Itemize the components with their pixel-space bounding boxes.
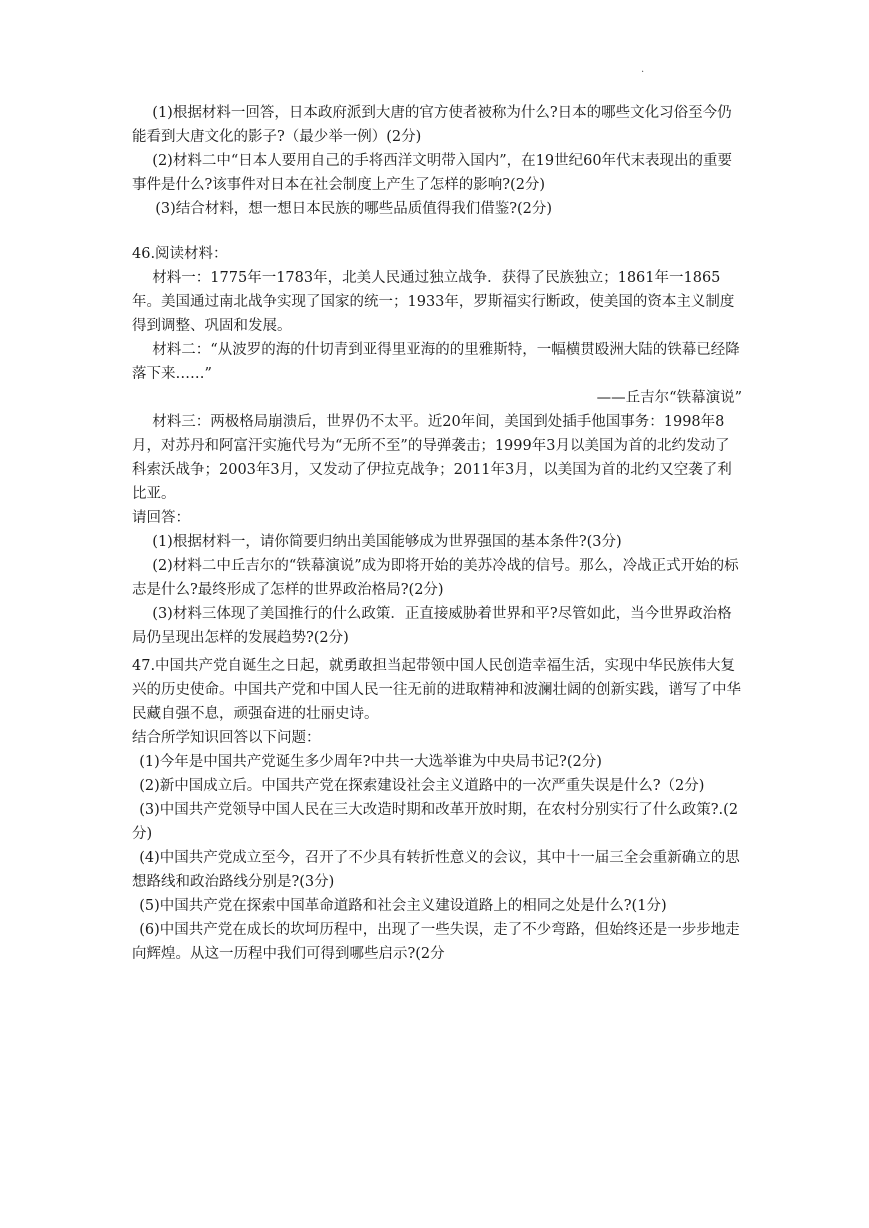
q47-question-6: (6)中国共产党在成长的坎坷历程中，出现了一些失误，走了不少弯路，但始终还是一步步地走向辉煌。从这一历程中我们可得到哪些启示?(2分 [132, 922, 740, 962]
q46-question-1: (1)根据材料一，请你简要归纳出美国能够成为世界强国的基本条件?(3分) [152, 534, 622, 550]
q45-part-2: (2)材料二中“日本人要用自己的手将西洋文明带入国内”，在19世纪60年代末表现出的重要事件是什么?该事件对日本在社会制度上产生了怎样的影响?(2分) [132, 153, 733, 193]
q47-question-3: (3)中国共产党领导中国人民在三大改造时期和改革开放时期，在农村分别实行了什么政策?.(2分) [132, 802, 739, 842]
q47-question-2: (2)新中国成立后。中国共产党在探索建设社会主义道路中的一次严重失误是什么?（2分) [139, 778, 705, 794]
q45-part-1: (1)根据材料一回答，日本政府派到大唐的官方使者被称为什么?日本的哪些文化习俗至今仍能看到大唐文化的影子?（最少举一例）(2分) [132, 105, 732, 145]
q46-heading: 46.阅读材料： [132, 246, 228, 262]
q46-question-3: (3)材料三体现了美国推行的什么政策．正直接威胁着世界和平?尽管如此，当今世界政治格局仍呈现出怎样的发展趋势?(2分) [132, 606, 732, 646]
question-46 [132, 242, 742, 650]
q47-intro: 47.中国共产党自诞生之日起，就勇敢担当起带领中国人民创造幸福生活，实现中华民族伟大复兴的历史使命。中国共产党和中国人民一往无前的进取精神和波澜壮阔的创新实践，谱写了中华民藏自强不息，顽强奋进的壮丽史诗。 [132, 658, 741, 722]
header-mark: . [641, 64, 645, 75]
question-45-parts [132, 101, 742, 221]
q46-material-2-source: ——丘吉尔“铁幕演说” [596, 390, 742, 406]
q46-material-2: 材料二：“从波罗的海的什切青到亚得里亚海的的里雅斯特，一幅横贯殴洲大陆的铁幕已经降落下来……” [132, 342, 740, 382]
q46-material-3: 材料三：两极格局崩溃后，世界仍不太平。近20年间，美国到处插手他国事务：1998年8月，对苏丹和阿富汗实施代号为“无所不至”的导弹袭击；1999年3月以美国为首的北约发动了科索沃战争；2003年3月，又发动了伊拉克战争；2011年3月，以美国为首的北约又空袭了利比亚。 [132, 414, 732, 502]
q47-question-1: (1)今年是中国共产党诞生多少周年?中共一大选举谁为中央局书记?(2分) [139, 754, 602, 770]
q47-prompt: 结合所学知识回答以下问题： [132, 730, 321, 746]
q47-question-4: (4)中国共产党成立至今，召开了不少具有转折性意义的会议，其中十一届三全会重新确立的思想路线和政治路线分别是?(3分) [132, 850, 740, 890]
q45-part-3: (3)结合材料，想一想日本民族的哪些品质值得我们借鉴?(2分) [155, 201, 553, 217]
q46-question-2: (2)材料二中丘吉尔的“铁幕演说”成为即将开始的美苏冷战的信号。那么，冷战正式开始的标志是什么?最终形成了怎样的世界政治格局?(2分) [132, 558, 739, 598]
question-47 [132, 654, 742, 966]
q47-question-5: (5)中国共产党在探索中国革命道路和社会主义建设道路上的相同之处是什么?(1分) [139, 898, 667, 914]
q46-material-1: 材料一：1775年一1783年，北美人民通过独立战争．获得了民族独立；1861年一1865年。美国通过南北战争实现了国家的统一；1933年，罗斯福实行断政，使美国的资本主义制度得到调整、巩固和发展。 [132, 270, 735, 334]
q46-prompt: 请回答： [132, 510, 190, 526]
